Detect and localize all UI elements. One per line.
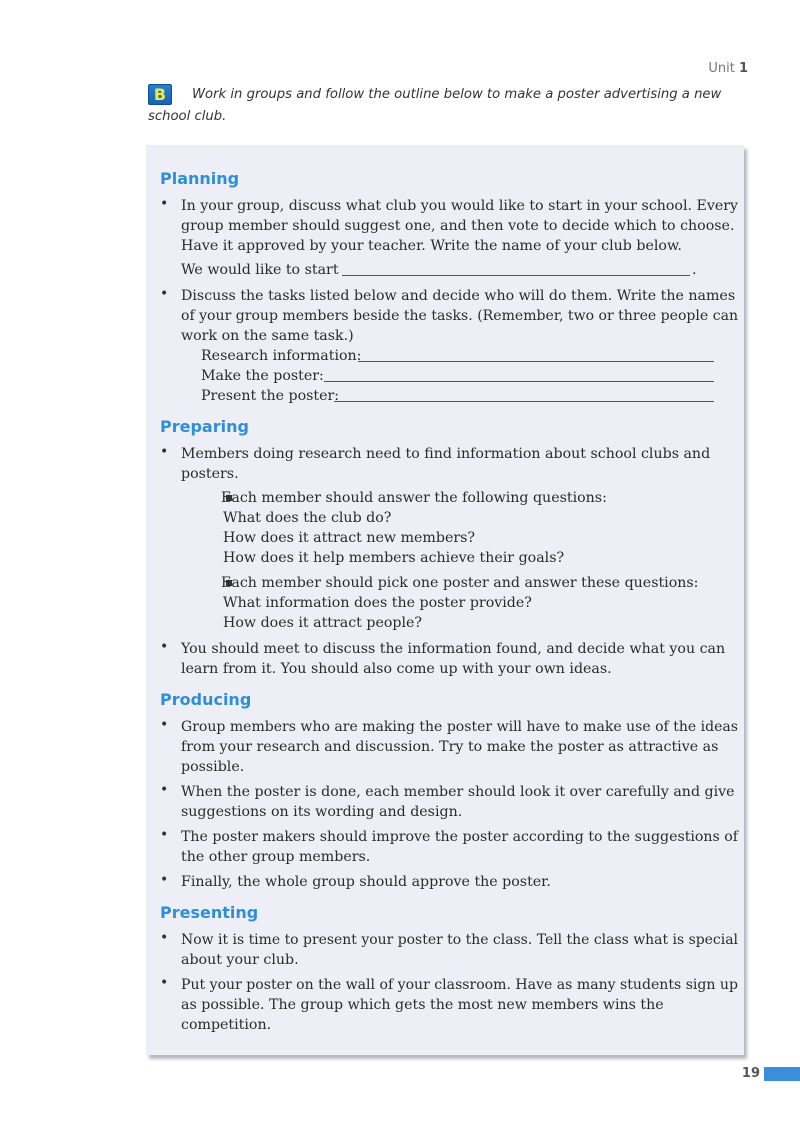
task-research-label: Research information: [201, 348, 362, 364]
planning-bullet-1-line-3: Have it approved by your teacher. Write the name of your club below. [181, 238, 682, 254]
preparing-bullet-1-line-1: Members doing research need to find information about school clubs and [181, 446, 711, 462]
preparing-sub-1-line-4: How does it help members achieve their goals? [223, 550, 565, 566]
bullet-icon: • [160, 717, 169, 733]
preparing-sub-2-line-1: Each member should pick one poster and answer these questions: [221, 575, 699, 591]
task-make-blank[interactable] [324, 381, 714, 382]
presenting-bullet-2-line-2: as possible. The group which gets the most new members wins the [181, 997, 664, 1013]
preparing-sub-2-line-2: What information does the poster provide? [223, 595, 532, 611]
bullet-icon: • [160, 872, 169, 888]
producing-bullet-2-line-1: When the poster is done, each member should look it over carefully and give [181, 784, 735, 800]
preparing-bullet-2-line-1: You should meet to discuss the information found, and decide what you can [181, 641, 726, 657]
task-research-blank[interactable] [358, 361, 714, 362]
preparing-bullet-1-line-2: posters. [181, 466, 239, 482]
presenting-bullet-2-line-3: competition. [181, 1017, 272, 1033]
task-present-blank[interactable] [334, 401, 714, 402]
planning-bullet-2-line-2: of your group members beside the tasks. (Remember, two or three people can [181, 308, 738, 324]
club-name-blank[interactable] [342, 275, 690, 276]
producing-bullet-1-line-3: possible. [181, 759, 245, 775]
preparing-sub-1-line-2: What does the club do? [223, 510, 392, 526]
unit-label: Unit 1 [708, 61, 748, 76]
preparing-sub-1-line-1: Each member should answer the following questions: [221, 490, 607, 506]
club-name-label: We would like to start [181, 262, 339, 278]
bullet-icon: • [160, 782, 169, 798]
producing-bullet-3-line-2: the other group members. [181, 849, 371, 865]
bullet-icon: • [160, 196, 169, 212]
bullet-icon: • [160, 286, 169, 302]
bullet-icon: • [160, 444, 169, 460]
club-name-period: . [692, 262, 697, 278]
bullet-icon: • [160, 639, 169, 655]
preparing-sub-1-line-3: How does it attract new members? [223, 530, 476, 546]
heading-producing: Producing [160, 690, 252, 709]
page-accent-bar [764, 1067, 800, 1081]
heading-presenting: Presenting [160, 903, 259, 922]
task-make-label: Make the poster: [201, 368, 324, 384]
task-present-label: Present the poster: [201, 388, 340, 404]
presenting-bullet-1-line-1: Now it is time to present your poster to the class. Tell the class what is special [181, 932, 738, 948]
task-instruction: B Work in groups and follow the outline below to make a poster advertising a new school club. [148, 85, 722, 124]
heading-preparing: Preparing [160, 417, 249, 436]
preparing-bullet-2-line-2: learn from it. You should also come up with your own ideas. [181, 661, 612, 677]
planning-bullet-1-line-1: In your group, discuss what club you would like to start in your school. Every [181, 198, 738, 214]
producing-bullet-1-line-2: from your research and discussion. Try to make the poster as attractive as [181, 739, 719, 755]
producing-bullet-2-line-2: suggestions on its wording and design. [181, 804, 463, 820]
bullet-icon: • [160, 975, 169, 991]
planning-bullet-2-line-3: work on the same task.) [181, 328, 354, 344]
section-b-badge: B [148, 84, 172, 105]
presenting-bullet-1-line-2: about your club. [181, 952, 299, 968]
planning-bullet-2-line-1: Discuss the tasks listed below and decide who will do them. Write the names [181, 288, 736, 304]
bullet-icon: • [160, 827, 169, 843]
presenting-bullet-2-line-1: Put your poster on the wall of your classroom. Have as many students sign up [181, 977, 738, 993]
heading-planning: Planning [160, 169, 240, 188]
producing-bullet-4-line-1: Finally, the whole group should approve the poster. [181, 874, 551, 890]
preparing-sub-2-line-3: How does it attract people? [223, 615, 423, 631]
producing-bullet-1-line-1: Group members who are making the poster will have to make use of the ideas [181, 719, 738, 735]
bullet-icon: • [160, 930, 169, 946]
page-number: 19 [741, 1066, 760, 1081]
producing-bullet-3-line-1: The poster makers should improve the poster according to the suggestions of [181, 829, 738, 845]
outline-panel [146, 145, 744, 1055]
planning-bullet-1-line-2: group member should suggest one, and then vote to decide which to choose. [181, 218, 735, 234]
